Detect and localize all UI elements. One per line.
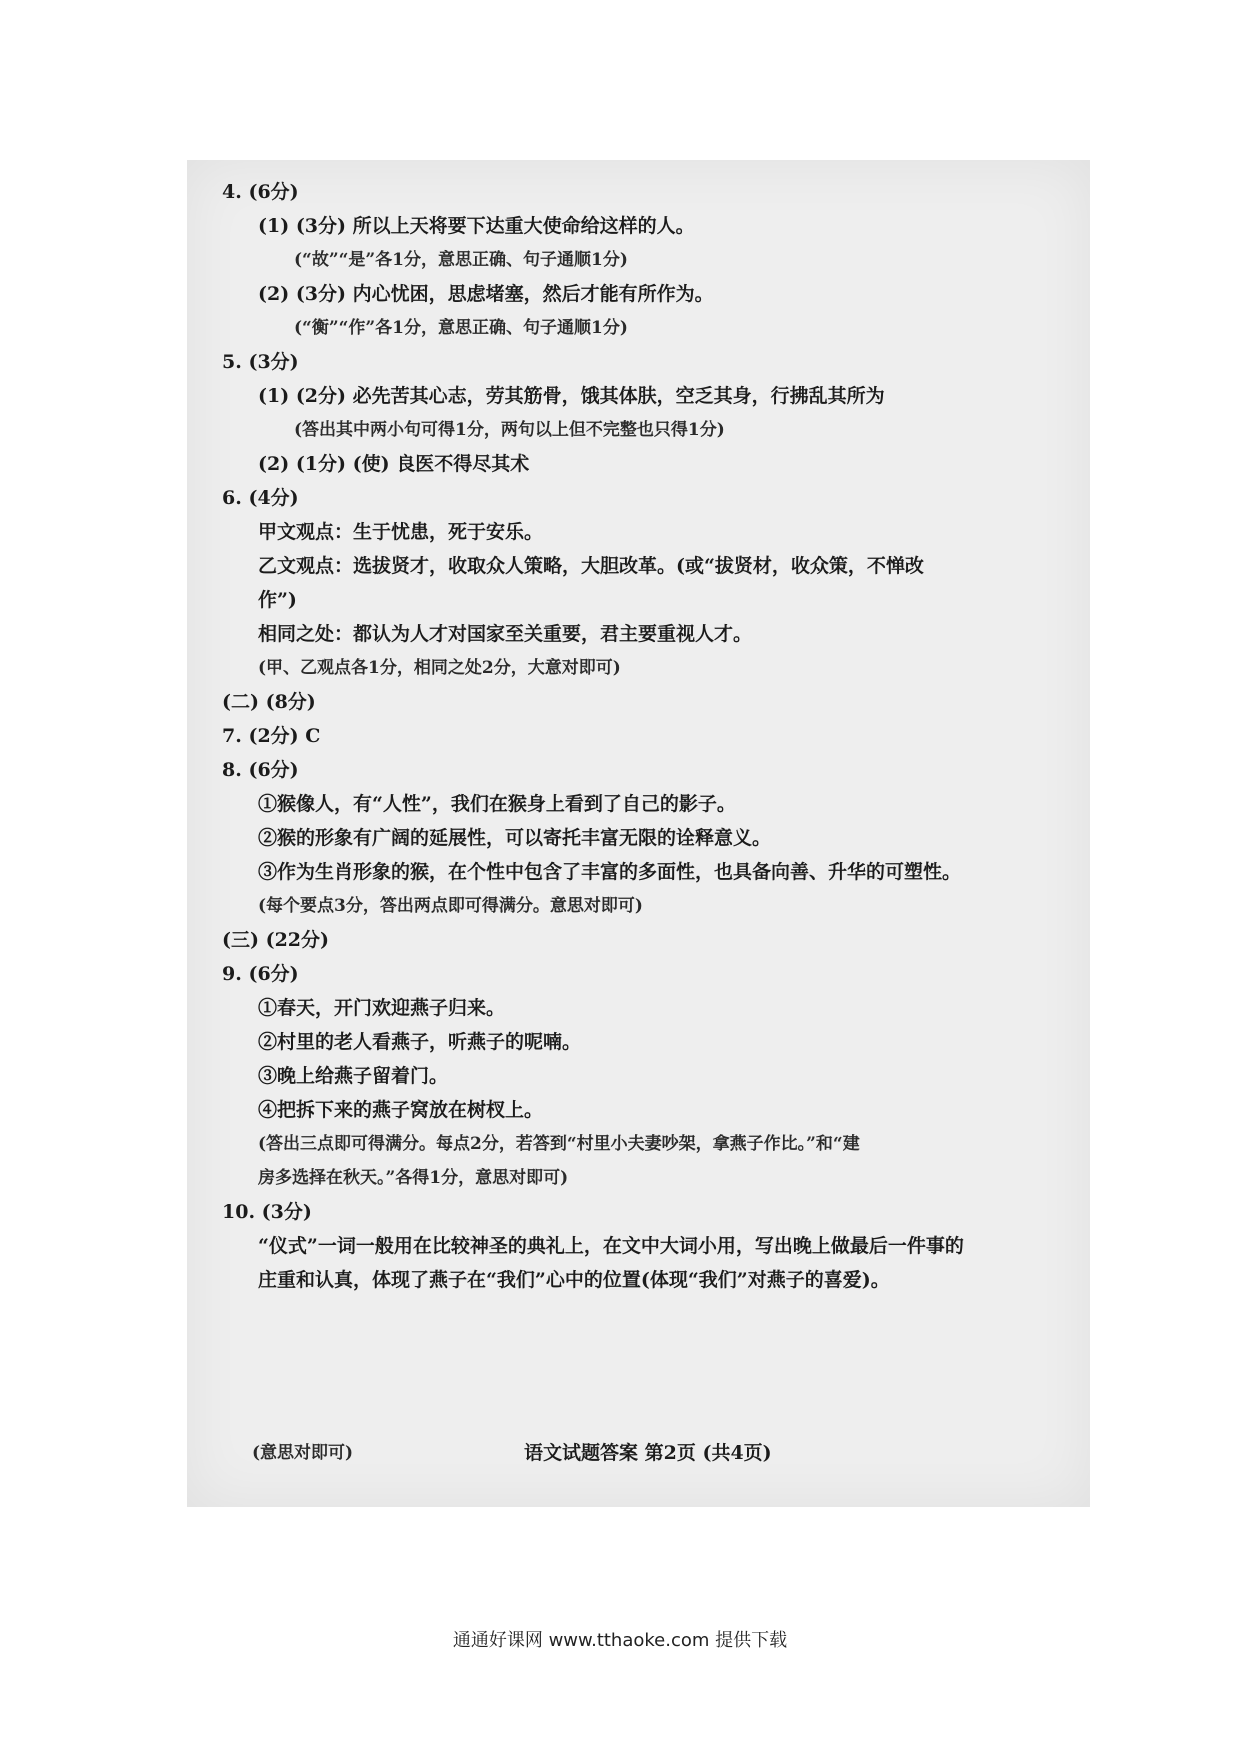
answer-line: ③作为生肖形象的猴，在个性中包含了丰富的多面性，也具备向善、升华的可塑性。 (258, 861, 962, 883)
answer-line: ①春天，开门欢迎燕子归来。 (258, 997, 506, 1019)
answer-line: 庄重和认真，体现了燕子在“我们”心中的位置(体现“我们”对燕子的喜爱)。 (258, 1269, 890, 1291)
scoring-note: (“故”“是”各1分，意思正确、句子通顺1分) (294, 250, 628, 270)
answer-line: ①猴像人，有“人性”，我们在猴身上看到了自己的影子。 (258, 793, 736, 815)
scoring-note: 房多选择在秋天。”各得1分，意思对即可) (258, 1168, 569, 1188)
answer-line: 甲文观点：生于忧患，死于安乐。 (258, 521, 544, 543)
answer-line: (2) (3分) 内心忧困，思虑堵塞，然后才能有所作为。 (258, 283, 714, 305)
scoring-note: (答出其中两小句可得1分，两句以上但不完整也只得1分) (294, 420, 725, 440)
answer-line: (1) (2分) 必先苦其心志，劳其筋骨，饿其体肤，空乏其身，行拂乱其所为 (258, 385, 885, 407)
page-footer-label: 语文试题答案 第2页 (共4页) (524, 1442, 772, 1464)
answer-content (222, 180, 1062, 1302)
question-heading: 10. (3分) (222, 1201, 312, 1223)
question-heading: 6. (4分) (222, 487, 299, 509)
question-heading: 5. (3分) (222, 351, 299, 373)
question-heading: 8. (6分) (222, 759, 299, 781)
answer-line: 乙文观点：选拔贤才，收取众人策略，大胆改革。(或“拔贤材，收众策，不惮改 (258, 555, 924, 577)
scoring-note: (“衡”“作”各1分，意思正确、句子通顺1分) (294, 318, 628, 338)
answer-line: 作”) (258, 589, 297, 611)
scoring-note: (每个要点3分，答出两点即可得满分。意思对即可) (258, 896, 643, 916)
answer-line: ③晚上给燕子留着门。 (258, 1065, 449, 1087)
scoring-note: (甲、乙观点各1分，相同之处2分，大意对即可) (258, 658, 621, 678)
answer-line: ②猴的形象有广阔的延展性，可以寄托丰富无限的诠释意义。 (258, 827, 772, 849)
answer-line: (2) (1分) (使) 良医不得尽其术 (258, 453, 530, 475)
scoring-note: (答出三点即可得满分。每点2分，若答到“村里小夫妻吵架，拿燕子作比。”和“建 (258, 1134, 860, 1154)
answer-line: 相同之处：都认为人才对国家至关重要，君主要重视人才。 (258, 623, 753, 645)
answer-line: ②村里的老人看燕子，听燕子的呢喃。 (258, 1031, 582, 1053)
question-heading: 7. (2分) C (222, 725, 321, 747)
question-heading: 4. (6分) (222, 181, 299, 203)
question-heading: (二) (8分) (222, 691, 316, 713)
answer-line: (1) (3分) 所以上天将要下达重大使命给这样的人。 (258, 215, 695, 237)
question-heading: 9. (6分) (222, 963, 299, 985)
question-heading: (三) (22分) (222, 929, 330, 951)
footer-note: (意思对即可) (252, 1443, 354, 1463)
answer-line: ④把拆下来的燕子窝放在树杈上。 (258, 1099, 544, 1121)
download-watermark: 通通好课网 www.tthaoke.com 提供下载 (452, 1630, 788, 1651)
answer-line: “仪式”一词一般用在比较神圣的典礼上，在文中大词小用，写出晚上做最后一件事的 (258, 1235, 964, 1257)
